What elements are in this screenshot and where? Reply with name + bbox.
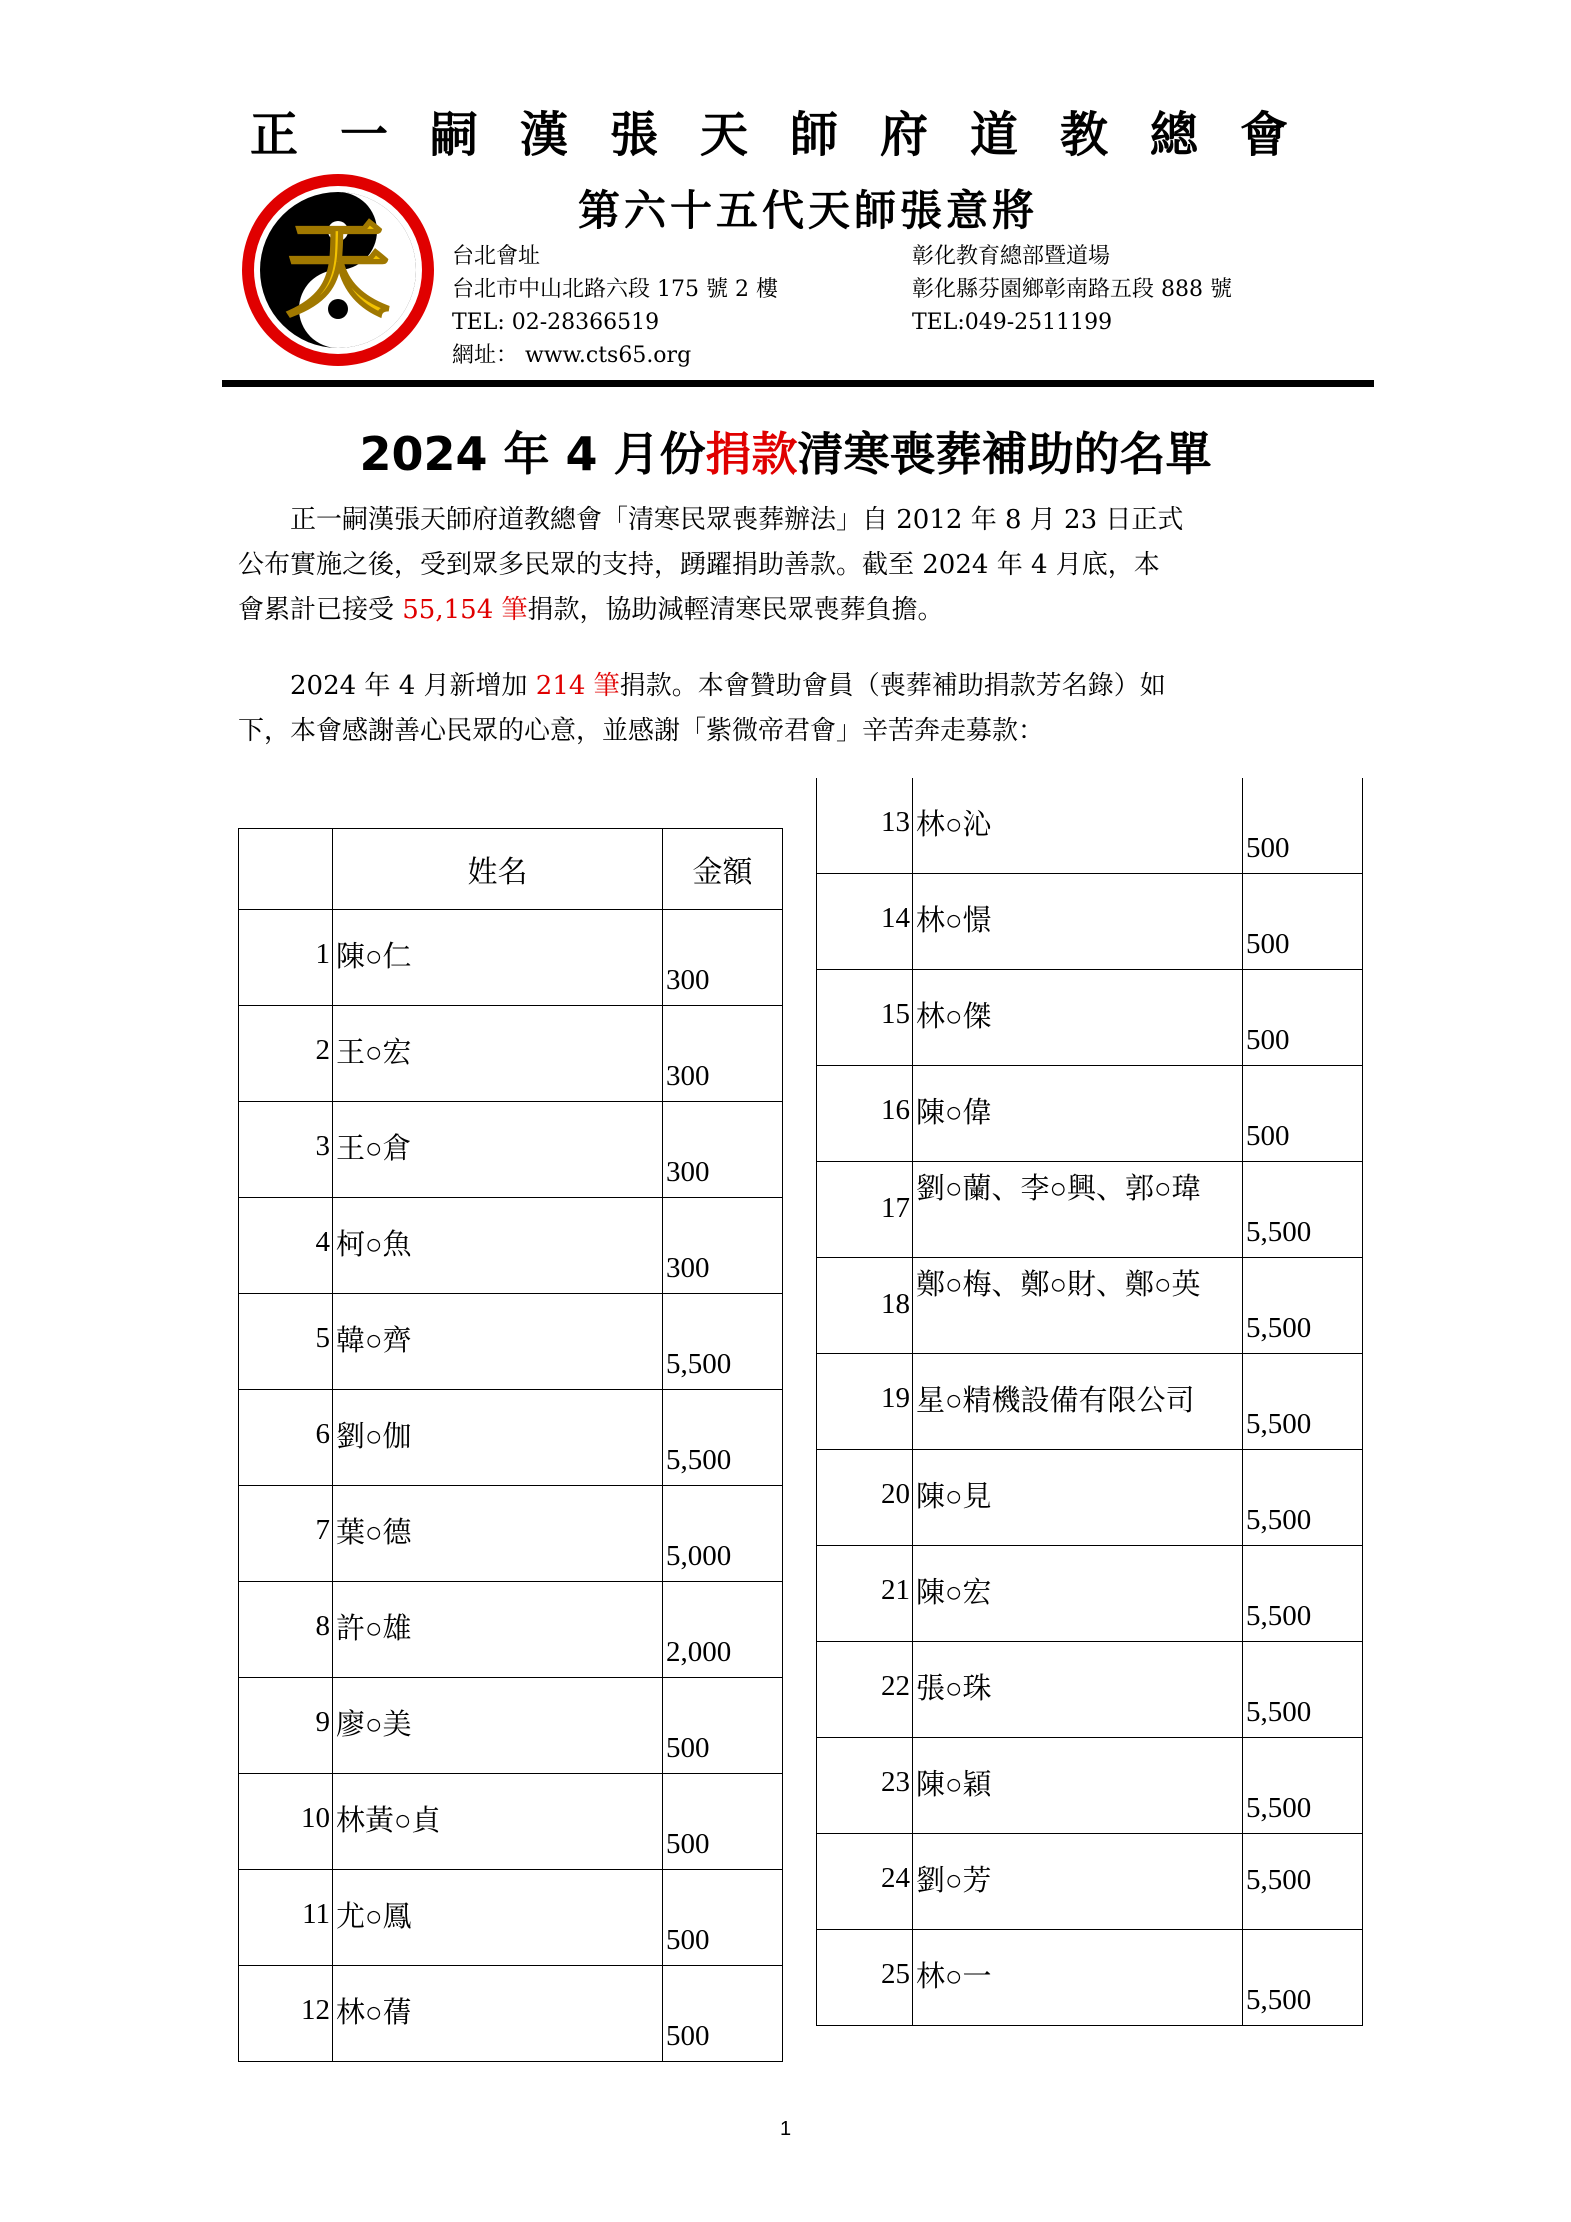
donor-name: 星○精機設備有限公司	[913, 1354, 1243, 1450]
changhua-label: 彰化教育總部暨道場	[912, 244, 1111, 269]
summary-line-1: 2024 年 4 月新增加 214 筆捐款。本會贊助會員（喪葬補助捐款芳名錄）如	[238, 671, 1166, 701]
donation-amount: 500	[663, 1966, 783, 2062]
row-number: 22	[817, 1642, 913, 1738]
table-row	[817, 1546, 1363, 1642]
title-rest: 清寒喪葬補助的名單	[797, 427, 1212, 481]
donation-amount: 5,500	[1243, 1834, 1363, 1930]
donation-amount: 500	[1243, 778, 1363, 874]
total-count: 55,154 筆	[402, 595, 528, 625]
website: 網址： www.cts65.org	[452, 343, 692, 368]
donation-amount: 2,000	[663, 1582, 783, 1678]
row-number: 11	[239, 1870, 333, 1966]
title-date: 2024 年 4 月份	[359, 427, 706, 481]
donation-amount: 500	[663, 1678, 783, 1774]
table-row	[239, 1966, 783, 2062]
donor-name: 鄭○梅、鄭○財、鄭○英	[913, 1258, 1243, 1354]
donor-name: 陳○穎	[913, 1738, 1243, 1834]
donation-amount: 300	[663, 1198, 783, 1294]
row-number: 6	[239, 1390, 333, 1486]
donor-name: 柯○魚	[333, 1198, 663, 1294]
donor-name: 許○雄	[333, 1582, 663, 1678]
row-number: 13	[817, 778, 913, 874]
donation-amount: 5,500	[663, 1294, 783, 1390]
donation-amount: 5,500	[1243, 1450, 1363, 1546]
table-row	[239, 1774, 783, 1870]
organization-name: 正一嗣漢張天師府道教總會	[250, 107, 1331, 163]
table-row	[817, 1834, 1363, 1930]
table-row	[817, 1930, 1363, 2026]
monthly-count: 214 筆	[535, 671, 620, 701]
table-row	[239, 1006, 783, 1102]
table-row	[817, 970, 1363, 1066]
row-number: 15	[817, 970, 913, 1066]
table-row	[817, 1642, 1363, 1738]
donation-amount: 5,500	[1243, 1738, 1363, 1834]
donation-amount: 300	[663, 910, 783, 1006]
row-number: 8	[239, 1582, 333, 1678]
donor-name: 廖○美	[333, 1678, 663, 1774]
table-header-row	[239, 829, 783, 910]
table-row	[817, 874, 1363, 970]
row-number: 23	[817, 1738, 913, 1834]
donor-name: 劉○伽	[333, 1390, 663, 1486]
row-number: 7	[239, 1486, 333, 1582]
row-number: 25	[817, 1930, 913, 2026]
title-highlight: 捐款	[705, 427, 798, 481]
taipei-address: 台北市中山北路六段 175 號 2 樓	[452, 277, 778, 302]
table-row	[239, 910, 783, 1006]
table-row	[239, 1870, 783, 1966]
donation-amount: 500	[663, 1870, 783, 1966]
table-row	[817, 778, 1363, 874]
donor-name: 劉○芳	[913, 1834, 1243, 1930]
donor-name: 陳○仁	[333, 910, 663, 1006]
row-number: 18	[817, 1258, 913, 1354]
donor-name: 王○宏	[333, 1006, 663, 1102]
donation-amount: 500	[1243, 1066, 1363, 1162]
taipei-address-block	[452, 240, 778, 372]
row-number: 4	[239, 1198, 333, 1294]
table-row	[817, 1354, 1363, 1450]
donation-amount: 500	[1243, 970, 1363, 1066]
donation-amount: 5,500	[1243, 1354, 1363, 1450]
donor-name: 尤○鳳	[333, 1870, 663, 1966]
donor-name: 林○蒨	[333, 1966, 663, 2062]
table-row	[239, 1486, 783, 1582]
intro-paragraph	[238, 498, 1338, 633]
table-row	[239, 1294, 783, 1390]
donor-table-left	[238, 828, 783, 2062]
document-title	[0, 418, 1571, 484]
taipei-tel: TEL: 02-28366519	[452, 310, 660, 335]
donor-name: 陳○見	[913, 1450, 1243, 1546]
donation-amount: 300	[663, 1006, 783, 1102]
intro-line-3: 會累計已接受 55,154 筆捐款，協助減輕清寒民眾喪葬負擔。	[238, 595, 944, 625]
donor-name: 劉○蘭、李○興、郭○瑋	[913, 1162, 1243, 1258]
row-number: 9	[239, 1678, 333, 1774]
table-row	[239, 1582, 783, 1678]
donor-name: 陳○宏	[913, 1546, 1243, 1642]
changhua-address-block	[912, 240, 1232, 339]
row-number: 21	[817, 1546, 913, 1642]
table-row	[817, 1450, 1363, 1546]
row-number: 1	[239, 910, 333, 1006]
table-row	[817, 1258, 1363, 1354]
row-number: 5	[239, 1294, 333, 1390]
donation-amount: 500	[1243, 874, 1363, 970]
row-number: 2	[239, 1006, 333, 1102]
page-number: 1	[779, 2118, 792, 2140]
donation-amount: 5,500	[663, 1390, 783, 1486]
row-number: 3	[239, 1102, 333, 1198]
donor-name: 林○憬	[913, 874, 1243, 970]
changhua-tel: TEL:049-2511199	[912, 310, 1113, 335]
header-divider	[222, 380, 1374, 387]
intro-line-2: 公布實施之後，受到眾多民眾的支持，踴躍捐助善款。截至 2024 年 4 月底，本	[238, 550, 1160, 580]
table-row	[817, 1738, 1363, 1834]
header-amount: 金額	[663, 829, 783, 910]
donor-name: 林○沁	[913, 778, 1243, 874]
table-row	[817, 1066, 1363, 1162]
donor-name: 葉○德	[333, 1486, 663, 1582]
donor-name: 林○傑	[913, 970, 1243, 1066]
row-number: 14	[817, 874, 913, 970]
donation-amount: 5,000	[663, 1486, 783, 1582]
donation-amount: 5,500	[1243, 1546, 1363, 1642]
taipei-label: 台北會址	[452, 244, 541, 269]
row-number: 10	[239, 1774, 333, 1870]
table-row	[239, 1198, 783, 1294]
taoist-logo	[238, 170, 438, 370]
donation-amount: 300	[663, 1102, 783, 1198]
donation-amount: 5,500	[1243, 1930, 1363, 2026]
table-row	[239, 1102, 783, 1198]
donor-name: 韓○齊	[333, 1294, 663, 1390]
changhua-address: 彰化縣芬園鄉彰南路五段 888 號	[912, 277, 1232, 302]
header-no	[239, 829, 333, 910]
donation-amount: 5,500	[1243, 1258, 1363, 1354]
row-number: 12	[239, 1966, 333, 2062]
row-number: 16	[817, 1066, 913, 1162]
table-row	[239, 1678, 783, 1774]
master-title: 第六十五代天師張意將	[578, 186, 1039, 235]
table-row	[817, 1162, 1363, 1258]
table-row	[239, 1390, 783, 1486]
logo-glyph: 天	[285, 208, 391, 331]
donor-name: 林○一	[913, 1930, 1243, 2026]
donor-table-right	[816, 778, 1363, 2026]
donor-name: 林黃○貞	[333, 1774, 663, 1870]
donation-amount: 500	[663, 1774, 783, 1870]
donation-amount: 5,500	[1243, 1162, 1363, 1258]
row-number: 24	[817, 1834, 913, 1930]
intro-line-1: 正一嗣漢張天師府道教總會「清寒民眾喪葬辦法」自 2012 年 8 月 23 日正式	[238, 505, 1184, 535]
donation-amount: 5,500	[1243, 1642, 1363, 1738]
row-number: 19	[817, 1354, 913, 1450]
donor-name: 王○倉	[333, 1102, 663, 1198]
donor-name: 陳○偉	[913, 1066, 1243, 1162]
row-number: 17	[817, 1162, 913, 1258]
header-name: 姓名	[333, 829, 663, 910]
row-number: 20	[817, 1450, 913, 1546]
summary-line-2: 下，本會感謝善心民眾的心意，並感謝「紫微帝君會」辛苦奔走募款：	[238, 716, 1045, 746]
summary-paragraph	[238, 664, 1338, 754]
donor-name: 張○珠	[913, 1642, 1243, 1738]
